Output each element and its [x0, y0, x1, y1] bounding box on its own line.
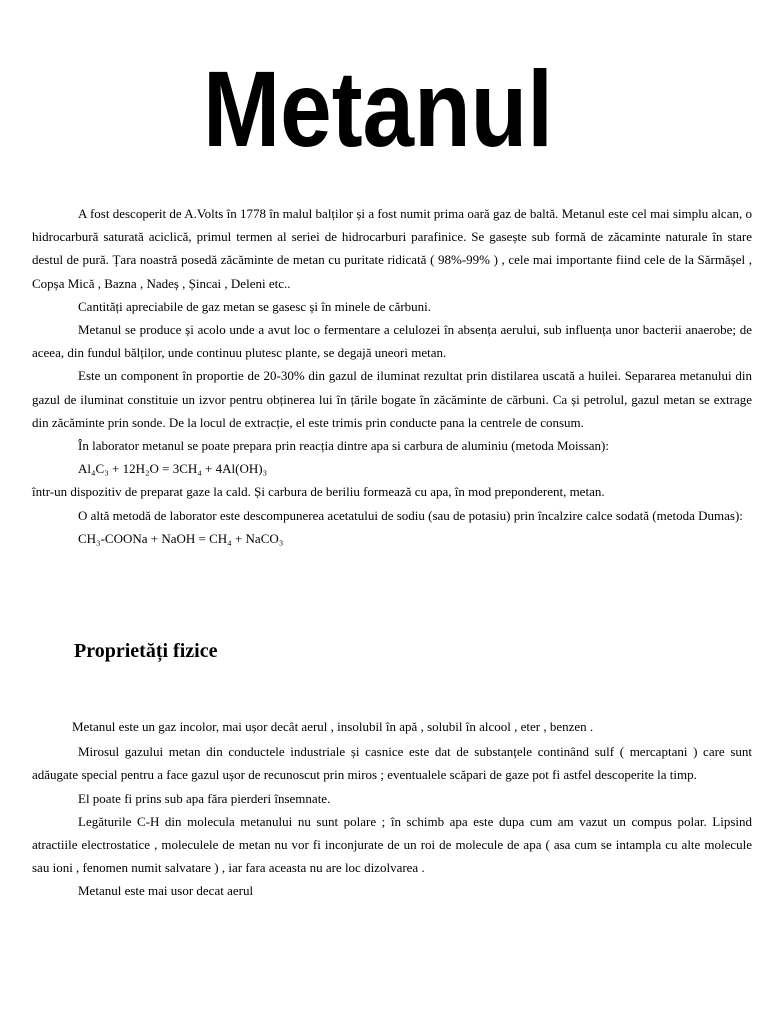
- paragraph: Metanul este un gaz incolor, mai ușor decât aerul , insolubil în apă , solubil în alcool , eter , benzen .: [72, 719, 594, 734]
- chemical-equation: Al₄C₃ + 12H₂O = 3CH₄ + 4Al(OH)₃: [78, 461, 268, 477]
- paragraph: O altă metodă de laborator este descompunerea acetatului de sodiu (sau de potasiu) prin încalzire calce sodată (metoda Dumas):: [78, 507, 743, 523]
- chemical-equation: CH₃-COONa + NaOH = CH₄ + NaCO₃: [78, 530, 284, 546]
- title-text: Metanul: [203, 48, 553, 169]
- paragraph: Metanul este mai usor decat aerul: [78, 883, 254, 899]
- paragraph: Cantități apreciabile de gaz metan se gasesc și în minele de cărbuni.: [78, 298, 432, 314]
- paragraph: Mirosul gazului metan din conductele industriale și casnice este dat de substanțele continând sulf ( mercaptani ) care sunt adăugate special pentru a face gazul ușor de recunoscut prin miros ; eventualele scăpari de gaze pot fi astfel descoperite la timp.: [32, 744, 752, 783]
- physical-properties-section: [32, 715, 752, 903]
- paragraph: Legăturile C-H din molecula metanului nu sunt polare ; în schimb apa este dupa cum am vazut un compus polar. Lipsind atractiile electrostatice , moleculele de metan nu vor fi inconjurate de un roi de molecule de apa ( asa cum se intampla cu alte molecule sau ioni , fenomen numit salvatare ) , iar fara aceasta nu are loc dizolvarea .: [32, 813, 752, 876]
- paragraph: într-un dispozitiv de preparat gaze la cald. Și carbura de beriliu formează cu apa, în mod preponderent, metan.: [32, 484, 605, 500]
- paragraph: Metanul se produce și acolo unde a avut loc o fermentare a celulozei în absența aerului, sub influența unor bacterii anaerobe; de aceea, din fundul bălților, unde continuu plutesc plante, se degajă uneori metan.: [32, 322, 752, 361]
- paragraph: El poate fi prins sub apa fǎra pierderi însemnate.: [78, 790, 331, 806]
- section-heading: Proprietăți fizice: [74, 640, 218, 662]
- intro-section: [32, 202, 752, 550]
- paragraph: A fost descoperit de A.Volts în 1778 în malul balților și a fost numit prima oară gaz de baltă. Metanul este cel mai simplu alcan, o hidrocarbură saturată aciclică, primul termen al seriei de hidrocarburi parafinice. Se gasește sub formă de zăcaminte naturale în stare destul de pură. Țara noastră posedă zăcăminte de metan cu puritate ridicată ( 98%-99% ) , cele mai importante fiind cele de la Sărmășel , Copșa Mică , Bazna , Nadeș , Șincai , Deleni etc..: [32, 206, 752, 291]
- paragraph: În laborator metanul se poate prepara prin reacția dintre apa si carbura de aluminiu (metoda Moissan):: [78, 438, 609, 454]
- paragraph: Este un component în proportie de 20-30% din gazul de iluminat rezultat prin distilarea uscată a huilei. Separarea metanului din gazul de iluminat constituie un izvor pentru obținerea lui în țările bogate în zăcăminte de cărbuni. Ca și petrolul, gazul metan se extrage din zăcăminte prin sonde. De la locul de extracție, el este trimis prin conducte pana la centrele de consum.: [32, 368, 752, 430]
- page-title: [196, 50, 560, 168]
- wordart-title: [196, 50, 560, 168]
